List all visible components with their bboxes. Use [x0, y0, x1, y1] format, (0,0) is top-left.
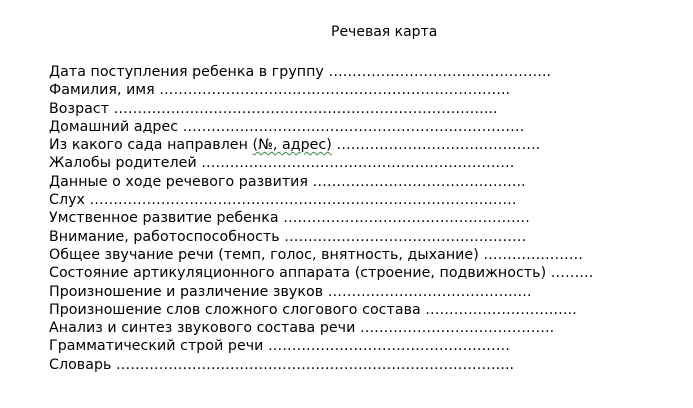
field-label: Произношение и различение звуков	[49, 283, 324, 300]
field-label: Дата поступления ребенка в группу	[49, 64, 324, 80]
field-label: Состояние артикуляционного аппарата (строение, подвижность)	[49, 265, 547, 282]
field-label: Фамилия, имя	[49, 82, 155, 99]
fill-dots: ……………………………………...	[312, 173, 526, 190]
field-referring-kindergarten	[49, 136, 689, 154]
document-title: Речевая карта	[331, 24, 438, 40]
field-label: Анализ и синтез звукового состава речи	[49, 320, 356, 337]
fill-dots: ……………………………………………	[284, 228, 527, 245]
field-label: Жалобы родителей	[49, 155, 197, 172]
field-label: Домашний адрес	[49, 118, 179, 135]
field-mental-development	[49, 209, 689, 227]
field-label: Данные о ходе речевого развития	[49, 173, 309, 190]
field-label: Слух	[49, 192, 85, 209]
fill-dots: …………………	[483, 246, 584, 263]
fill-dots: …………………………………..	[359, 320, 555, 337]
field-hearing	[49, 191, 689, 209]
field-complex-words	[49, 301, 689, 319]
field-attention	[49, 228, 689, 246]
field-sound-analysis	[49, 319, 689, 337]
field-sound-pronunciation	[49, 283, 689, 301]
fill-dots: …………………………………….	[336, 137, 541, 154]
field-speech-development	[49, 173, 689, 191]
fill-dots: …………………………………………….	[283, 210, 530, 227]
field-label: Внимание, работоспособность	[49, 228, 280, 245]
fill-dots: …………………………..	[425, 301, 577, 318]
field-name	[49, 81, 689, 99]
field-label: Словарь	[49, 356, 112, 373]
field-vocabulary	[49, 356, 689, 374]
fill-dots: ………………………………………………………………………...	[116, 356, 515, 373]
field-admission-date	[49, 63, 689, 81]
field-label: Из какого сада направлен	[49, 137, 248, 154]
field-grammar	[49, 337, 689, 355]
field-articulation	[49, 264, 689, 282]
field-general-speech-sound	[49, 246, 689, 264]
fill-dots: ………………………………………………………………	[182, 118, 525, 135]
fill-dots: ………………………………………………………………………………	[89, 192, 517, 209]
field-age	[49, 100, 689, 118]
fill-dots: ………………………………………………………………..	[159, 82, 511, 99]
fill-dots: …………………………………….	[327, 283, 532, 300]
fill-dots: ……………………………………………	[268, 338, 511, 355]
fill-dots: …………………………………………………………	[201, 155, 515, 172]
spellcheck-underlined-text: (№, адрес)	[252, 137, 332, 154]
field-label: Произношение слов сложного слогового состава	[49, 301, 421, 318]
field-parent-complaints	[49, 154, 689, 172]
form-fields	[49, 63, 689, 374]
field-label: Возраст	[49, 100, 110, 117]
fill-dots: ………………………………………..	[328, 64, 552, 80]
field-label: Общее звучание речи (темп, голос, внятность, дыхание)	[49, 246, 479, 263]
field-home-address	[49, 118, 689, 136]
fill-dots: ………	[550, 265, 594, 282]
field-label: Грамматический строй речи	[49, 338, 264, 355]
fill-dots: ……………………………………………………………………...	[113, 100, 498, 117]
field-label: Умственное развитие ребенка	[49, 210, 279, 227]
